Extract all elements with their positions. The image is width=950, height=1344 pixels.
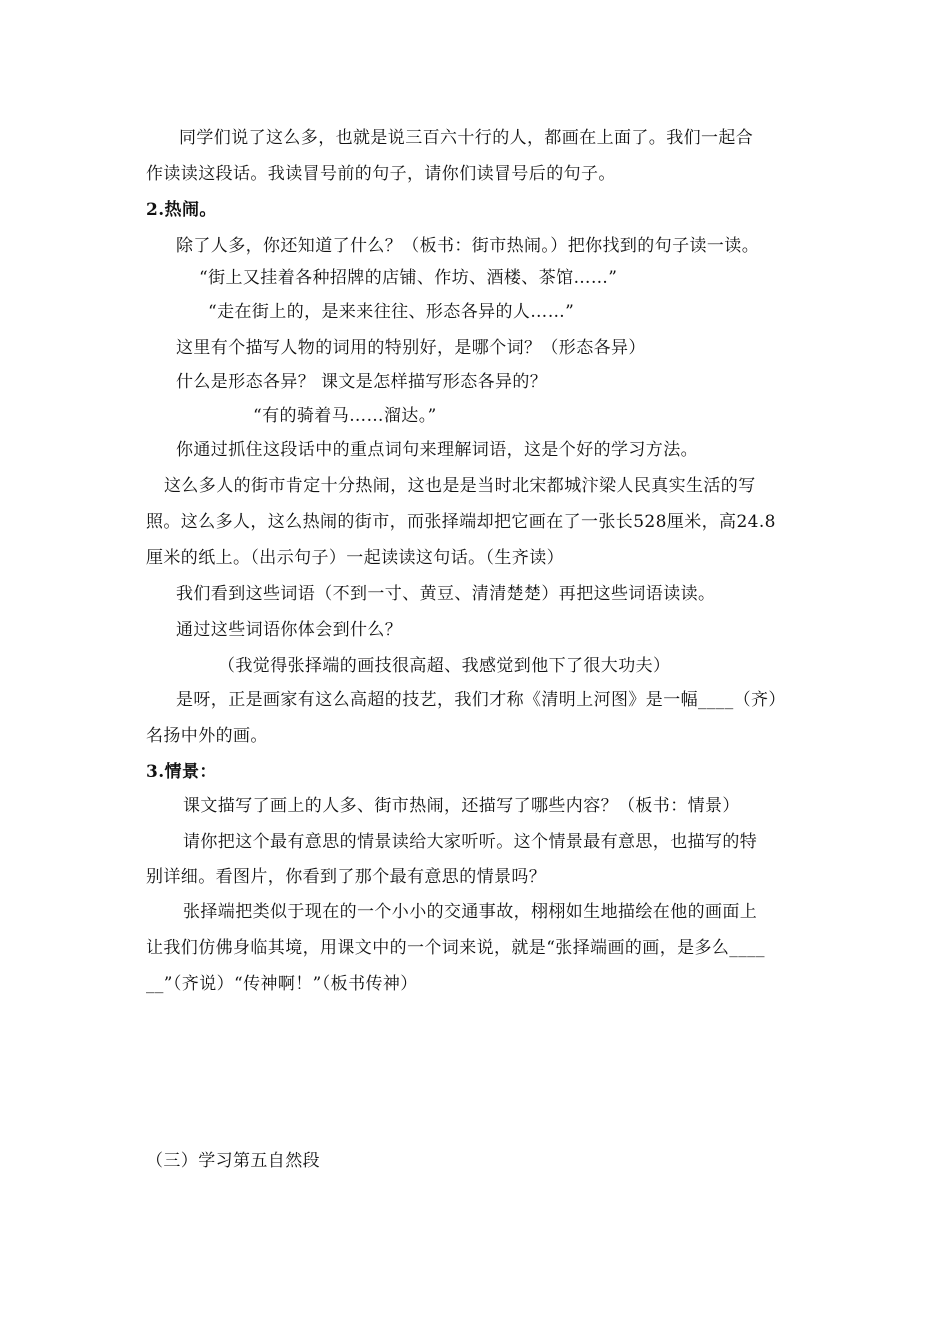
paragraph-line: 你通过抓住这段话中的重点词句来理解词语，这是个好的学习方法。 [176, 440, 698, 460]
paragraph-line: 张择端把类似于现在的一个小小的交通事故，栩栩如生地描绘在他的画面上 [183, 902, 758, 922]
paragraph-line: 厘米的纸上。（出示句子）一起读读这句话。（生齐读） [146, 548, 564, 568]
paragraph-line: 除了人多，你还知道了什么？（板书：街市热闹。）把你找到的句子读一读。 [176, 236, 760, 256]
paragraph-line: 让我们仿佛身临其境，用课文中的一个词来说，就是“张择端画的画，是多么____ [146, 938, 765, 958]
paragraph-line: 通过这些词语你体会到什么？ [176, 620, 403, 640]
paragraph-line: __”（齐说）“传神啊！”（板书传神） [146, 974, 418, 994]
paragraph-line: 这么多人的街市肯定十分热闹，这也是是当时北宋都城汴梁人民真实生活的写 [164, 476, 756, 496]
paragraph-line: 照。这么多人，这么热闹的街市，而张择端却把它画在了一张长528厘米，高24.8 [146, 512, 776, 532]
section-heading: 2.热闹。 [146, 200, 217, 220]
paragraph-line: 什么是形态各异？ 课文是怎样描写形态各异的？ [176, 372, 548, 392]
section-heading: 3.情景： [146, 762, 217, 782]
paragraph-line: 请你把这个最有意思的情景读给大家听听。这个情景最有意思，也描写的特 [183, 832, 758, 852]
paragraph-line: 名扬中外的画。 [146, 726, 268, 746]
paragraph-line: 课文描写了画上的人多、街市热闹，还描写了哪些内容？（板书：情景） [183, 796, 740, 816]
quote-line: “街上又挂着各种招牌的店铺、作坊、酒楼、茶馆……” [199, 268, 618, 288]
paragraph-line: 同学们说了这么多，也就是说三百六十行的人，都画在上面了。我们一起合 [179, 128, 754, 148]
paragraph-line: 是呀，正是画家有这么高超的技艺，我们才称《清明上河图》是一幅____（齐） [176, 690, 786, 710]
quote-line: “有的骑着马……溜达。” [253, 406, 437, 426]
quote-line: “走在街上的，是来来往往、形态各异的人……” [208, 302, 575, 322]
paragraph-line: （我觉得张择端的画技很高超、我感觉到他下了很大功夫） [218, 656, 671, 676]
paragraph-line: 这里有个描写人物的词用的特别好，是哪个词？（形态各异） [176, 338, 646, 358]
paragraph-line: 作读读这段话。我读冒号前的句子，请你们读冒号后的句子。 [146, 164, 616, 184]
section-heading: （三）学习第五自然段 [146, 1151, 320, 1171]
paragraph-line: 我们看到这些词语（不到一寸、黄豆、清清楚楚）再把这些词语读读。 [176, 584, 716, 604]
paragraph-line: 别详细。看图片，你看到了那个最有意思的情景吗？ [146, 867, 547, 887]
